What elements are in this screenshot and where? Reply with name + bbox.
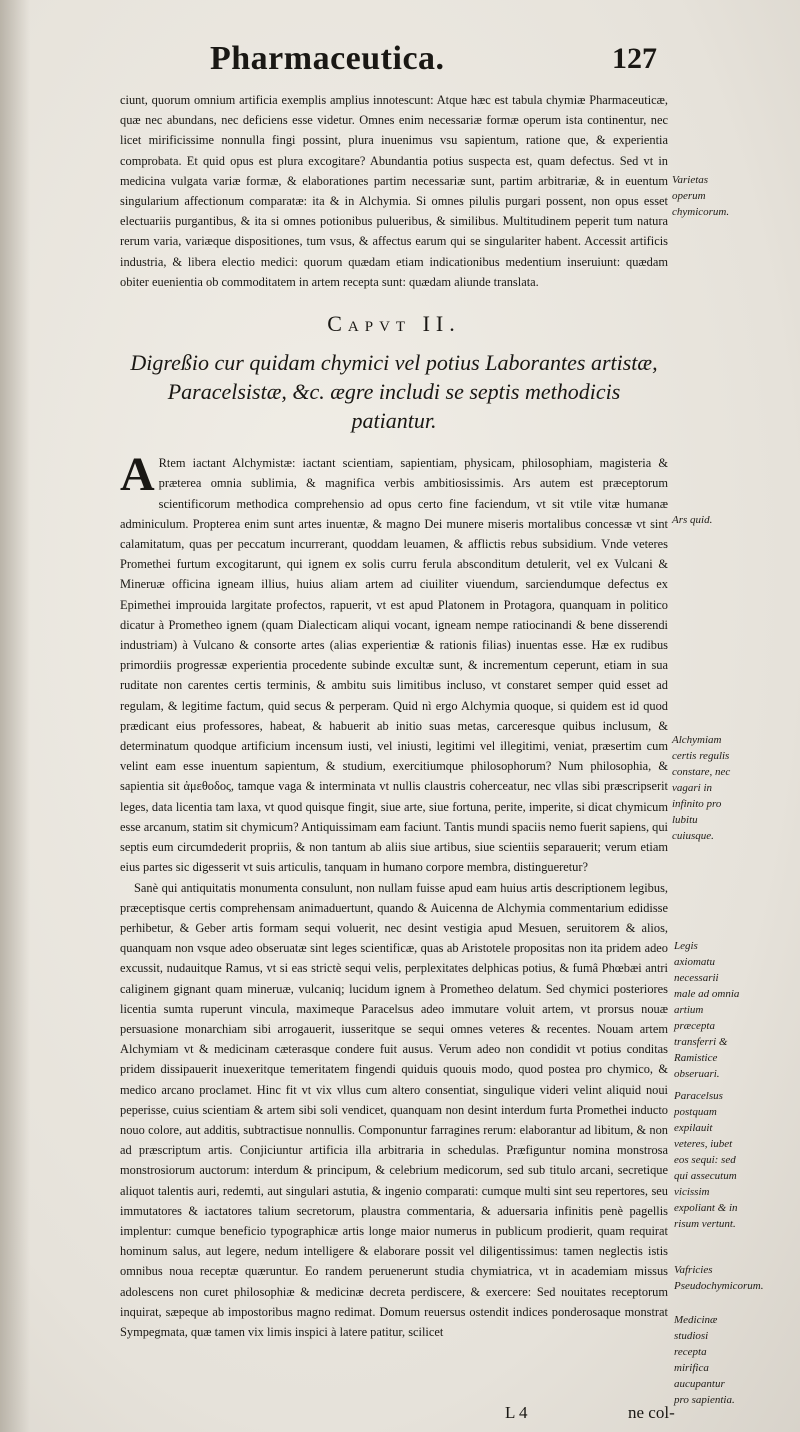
margin-note-7: Medicinæ studiosi recepta mirifica aucupantur pro sapientia.: [674, 1314, 735, 1406]
running-head: [0, 38, 800, 88]
chapter-subtitle: Digreßio cur quidam chymici vel potius Laborantes artistæ, Paracelsistæ, &c. ægre includi se septis methodicis patiantur.: [130, 350, 658, 434]
margin-note-5: Paracelsus postquam expilauit veteres, iubet eos sequi: sed qui assecutum vicissim expoliant & in risum vertunt.: [674, 1090, 738, 1230]
drop-initial: A: [120, 448, 155, 502]
running-title: Pharmaceutica.: [210, 40, 445, 77]
paragraph-1: [120, 448, 668, 877]
margin-note-4: Legis axiomatu necessarii male ad omnia artium præcepta transferri & Ramistice obseruari.: [674, 940, 740, 1080]
catchword: ne col-: [628, 1403, 675, 1422]
margin-note-6: Vafricies Pseudochymicorum.: [674, 1264, 764, 1292]
paragraph-top: ciunt, quorum omnium artificia exemplis amplius innotescunt: Atque hæc est tabula chymiæ Pharmaceuticæ, quæ nec abundans, nec deficiens esse videtur. Omnes enim necessariæ formæ operum ista continentur, nec licet mirificissime nonnulla fingi possint, plura inuenimus vsu sapientum, ratione que, & experientia comprobata. Et quid opus est plura excogitare? Abundantia potius suspecta est, quam defectus. Sed vt in medicina vulgata variæ formæ, & elaborationes partim necessariæ sunt, partim arbitrariæ, & in euentum singularium affectionum comparatæ: ita & in Alchymia. Si omnes pilulis purgari possent, non opus esset electuariis purgantibus, & ita si omnes potionibus pulueribus, & similibus. Multitudinem peperit tum natura rerum varia, variæque dispositiones, tum vsus, & affectus earum qui se singulariter habent. Accessit artificis industria, & libera electio medici: quorum quædam etiam indicationibus medentium inseruiunt: quædam obiter euenientia ob commoditatem in artem recepta sunt: quædam aliunde translata.: [120, 93, 668, 289]
signature-mark: L 4: [505, 1403, 528, 1422]
margin-note-3: Alchymiam certis regulis constare, nec vagari in infinito pro lubitu cuiusque.: [672, 734, 731, 842]
page-footer: [0, 1403, 800, 1427]
page-number: 127: [612, 42, 657, 75]
main-text-column: [120, 90, 668, 1342]
gutter-shadow: [0, 0, 30, 1432]
margin-note-1: Varietas operum chymicorum.: [672, 174, 730, 218]
paragraph-1-text: Rtem iactant Alchymistæ: iactant scientiam, sapientiam, physicam, philosophiam, magisteria & præterea omnia sublimia, & magnifica verbis ambitiosissimis. Ars autem est præceptorum scientificorum methodica comprehensio ad opus certo fine faciendum, vt sit vtile vitæ humanæ adminiculum. Propterea enim sunt artes inuentæ, & magno Dei munere miseris mortalibus concessæ vt sint calamitatum, quas per peccatum incurrerant, quoddam leuamen, & afflictis rebus subsidium. Vnde veteres Promethei furtum excogitarunt, qui ignem ex solis curru ferula absconditum detulerit, vel ex Vulcani & Mineruæ officina igneam illius, huius aliam artem ad ciuiliter viuendum, sarciendumque defectus ex Epimethei improuida largitate profectos, rapuerit, vt est apud Platonem in Protagora, quanquam in politico dicatur à Prometheo ignem (quam Dialecticam aliqui vocant, igneam nempe ratiocinandi & bene disserendi industriam) à Vulcano & consorte artes (alias experientiæ & rationis filias) inuentas esse. Hæ ex rudibus primordiis progressæ experientia procedente subinde excultæ sunt, & incrementum ceperunt, etiam in sua ruditate non carentes certis terminis, & ambitu suis limitibus incluso, vt constaret semper quid esset ad regulam, & legitime factum, quid secus & perperam. Quid nì ergo Alchymia quoque, si quidem est id quod prædicant eius professores, habeat, & habuerit ab initio suas metas, carceresque quibus inclusum, & determinatum quodque artificium incensum iusti, vel iniusti, legitimi vel illegitimi, veniat, præsertim cum velint eam esse inuentum sapientum, & studium, exercitiumque philosophorum? Num philosophia, & sapientia sit ἀμεθοδος, tamque vaga & interminata vt nullis claustris coherceatur, nec vllas sibi præscripserit leges, data licentia tam laxa, vt quod quisque fingit, siue arte, siue fortuna, perite, imperite, si dicat chymicum esse arcanum, statim sit chymicum? Antiquissimam eam faciunt. Tantis mundi spaciis nemo fuerit sapiens, qui septis eum circumdederit propriis, & non tantum ab aliis siue artibus, siue scientiis separauerit; verum etiam eius partes sic digesserit vt suis articulis, tanquam in humano corpore membra, distingueretur?: [120, 456, 668, 875]
chapter-heading: Capvt II.: [327, 311, 461, 337]
paragraph-2: Sanè qui antiquitatis monumenta consulunt, non nullam fuisse apud eam huius artis descriptionem legibus, præceptisque certis comprehensam animaduertunt, quando & Auicenna de Alchymia commentarium edidisse perhibetur, & Geber artis formam sequi voluerit, nec desint vestigia apud Mesuen, seruitorem & alios, quanquam non vsque adeo obseruatæ sint leges scientificæ, quas ab Aristotele propositas non ita pridem adeo excussit, nudauitque Ramus, vt si eas strictè sequi velis, perplexitates delphicas potius, & fumâ Phœbæi antri caliginem gignant quam mineruæ, vulcaniq; lucidum ignem à Prometheo delatum. Sed chymici posteriores licentia sumta ruperunt vincula, maximeque Paracelsus adeo immutare voluit artem, vt prorsus nouæ persuasione monarchiam sibi arrogauerit, iusseritque se sequi omnes veteres & recentes. Nouam artem Alchymiam vt & medicinam cæterasque condere fuit ausus. Verum adeo non condidit vt potius conditas pridem dissipauerit inuexeritque temeritatem fingendi quiduis quouis modo, quod postea pro chymico, & medico arcano proclamet. Hinc fit vt vix vllus cum altero consentiat, singulique videri velint aliquid noui peperisse, cuius scientiam & artem sibi soli vendicet, quanquam non desint interdum furta Promethei inducto nouo colore, aut additis, subtractisue nonnullis. Componuntur farragines rerum: elaborantur ad libitum, & non ad præscriptum artis. Conjiciuntur artificia illa arbitraria in schedulas. Præfiguntur nomina monstrosa monstrosiorum auctorum: interdum & principum, & celebrium medicorum, sed sub titulo arcani, secretique aliquot talentis auri, redemti, aut singulari astutia, & ingenio comparati: cumque multi sint seu repertores, seu immutatores & iactatores talium secretorum, plaustra commentaria, & aduersaria infinitis penè pagellis implentur: cumque beneficio typographicæ artis longe maior numerus in publicum prodierit, quam requirat hominum salus, aut legere, nedum intelligere & elaborare possit vel diligentissimus: tamen neglectis istis omnibus noua receptæ quæruntur. Eo randem peruenerunt studia chymiatrica, vt in academiam missus adolescens non curet philosophiæ & medicinæ decreta perdiscere, & exercere: Sed nouitates receptorum inquirat, sæpeque ab impostoribus magno redimat. Domum reuersus ostendit indices ponderosaque monstrat Sympegmata, quæ tamen vix limis inspici à latere patitur, scilicet: [120, 880, 668, 1339]
margin-note-2: Ars quid.: [672, 514, 713, 526]
